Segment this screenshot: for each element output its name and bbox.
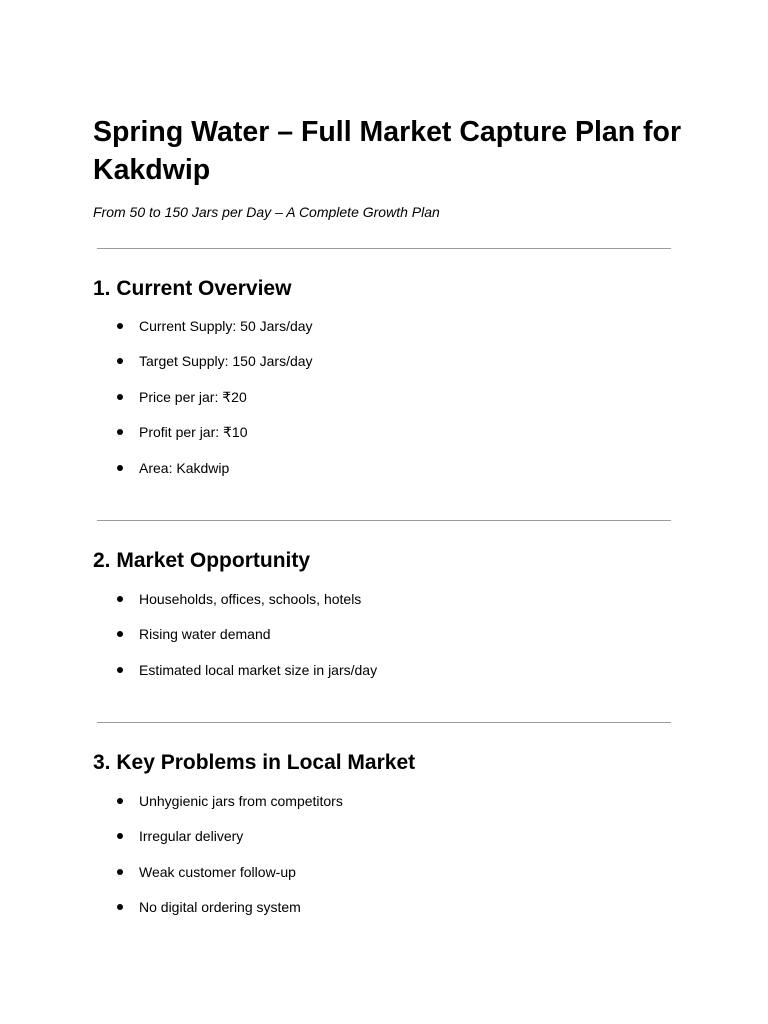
section-divider <box>97 520 671 521</box>
document-subtitle: From 50 to 150 Jars per Day – A Complete Growth Plan <box>93 204 440 220</box>
section-heading-market-opportunity: 2. Market Opportunity <box>93 549 311 572</box>
list-item-text: Area: Kakdwip <box>139 459 230 476</box>
list-item-text: Price per jar: ₹20 <box>139 388 247 405</box>
list-item-text: Irregular delivery <box>139 828 244 845</box>
section-divider <box>97 722 671 723</box>
list-item-text: No digital ordering system <box>139 899 301 916</box>
list-item-text: Households, offices, schools, hotels <box>139 591 362 607</box>
section-heading-current-overview: 1. Current Overview <box>93 277 292 300</box>
bullet-icon <box>117 596 123 602</box>
bullet-icon <box>117 833 123 839</box>
bullet-icon <box>117 798 123 804</box>
bullet-icon <box>117 394 123 400</box>
bullet-icon <box>117 465 123 471</box>
bullet-icon <box>117 904 123 910</box>
list-item-text: Weak customer follow-up <box>139 863 296 880</box>
document-title: Spring Water – Full Market Capture Plan for Kakdwip <box>93 116 682 186</box>
bullet-icon <box>117 667 123 673</box>
list-item-text: Unhygienic jars from competitors <box>139 793 343 809</box>
bullet-icon <box>117 631 123 637</box>
list-item-text: Target Supply: 150 Jars/day <box>139 353 313 370</box>
bullet-icon <box>117 358 123 364</box>
bullet-icon <box>117 869 123 875</box>
section-divider <box>97 248 671 249</box>
list-item-text: Estimated local market size in jars/day <box>139 661 378 678</box>
section-heading-key-problems: 3. Key Problems in Local Market <box>93 751 416 774</box>
list-item-text: Rising water demand <box>139 626 271 643</box>
list-item-text: Current Supply: 50 Jars/day <box>139 318 313 334</box>
bullet-icon <box>117 323 123 329</box>
list-item-text: Profit per jar: ₹10 <box>139 424 248 441</box>
bullet-icon <box>117 429 123 435</box>
